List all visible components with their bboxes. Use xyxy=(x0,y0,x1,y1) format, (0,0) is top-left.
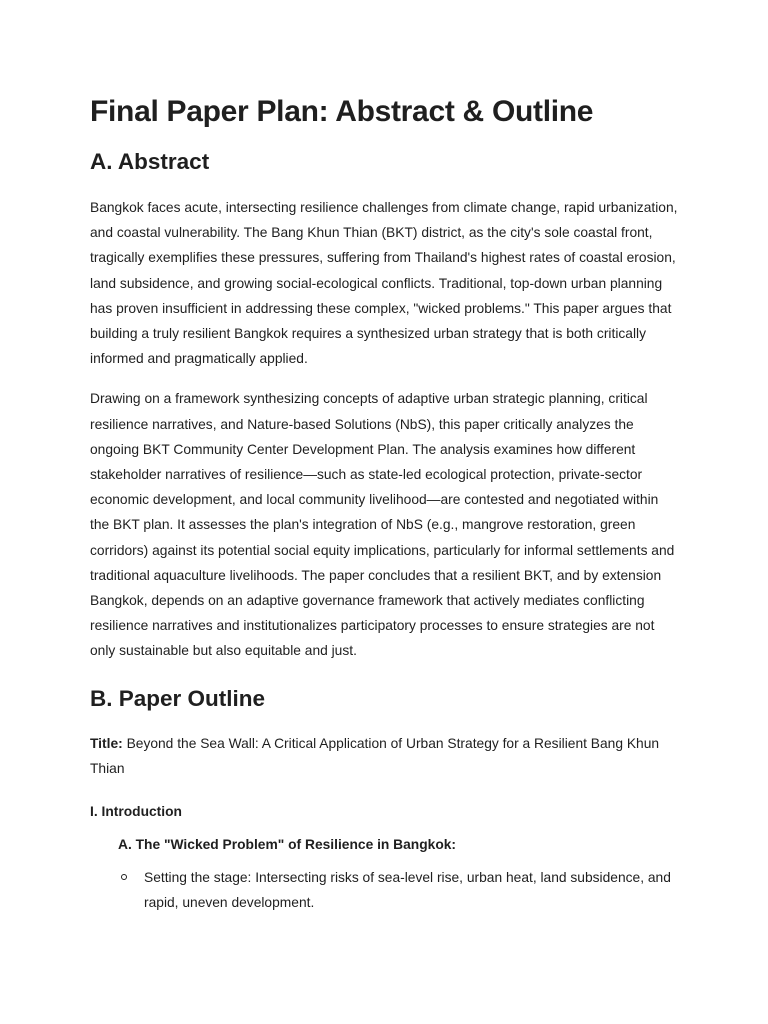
outline-heading: B. Paper Outline xyxy=(90,685,266,711)
bullet-list xyxy=(90,865,678,915)
abstract-paragraph-1: Bangkok faces acute, intersecting resilience challenges from climate change, rapid urbanization, and coastal vulnerability. The Bang Khun Thian (BKT) district, as the city's sole coastal front, tragically exemplifies these pressures, suffering from Thailand's highest rates of coastal erosion, land subsidence, and growing social-ecological conflicts. Traditional, top-down urban planning has proven insufficient in addressing these complex, "wicked problems." This paper argues that building a truly resilient Bangkok requires a synthesized urban strategy that is both critically informed and pragmatically applied. xyxy=(90,200,678,367)
bullet-text: Setting the stage: Intersecting risks of sea-level rise, urban heat, land subsidence, and rapid, uneven development. xyxy=(144,870,671,911)
paper-title-text: Beyond the Sea Wall: A Critical Application of Urban Strategy for a Resilient Bang Khun Thian xyxy=(90,735,660,776)
paper-title-label: Title: xyxy=(90,735,123,751)
list-item xyxy=(144,865,678,915)
abstract-paragraph-2: Drawing on a framework synthesizing concepts of adaptive urban strategic planning, critical resilience narratives, and Nature-based Solutions (NbS), this paper critically analyzes the ongoing BKT Community Center Development Plan. The analysis examines how different stakeholder narratives of resilience—such as state-led ecological protection, private-sector economic development, and local community livelihood—are contested and negotiated within the BKT plan. It assesses the plan's integration of NbS (e.g., mangrove restoration, green corridors) against its potential social equity implications, particularly for informal settlements and traditional aquaculture livelihoods. The paper concludes that a resilient BKT, and by extension Bangkok, depends on an adaptive governance framework that actively mediates conflicting resilience narratives and institutionalizes participatory processes to ensure strategies are not only sustainable but also equitable and just. xyxy=(90,391,675,659)
paper-title-line xyxy=(90,731,678,781)
hollow-circle-bullet-icon xyxy=(121,874,127,880)
section-heading-introduction: I. Introduction xyxy=(90,804,182,820)
document-title: Final Paper Plan: Abstract & Outline xyxy=(90,95,594,128)
subsection-heading-wicked-problem: A. The "Wicked Problem" of Resilience in Bangkok: xyxy=(118,837,457,853)
abstract-heading: A. Abstract xyxy=(90,149,210,174)
